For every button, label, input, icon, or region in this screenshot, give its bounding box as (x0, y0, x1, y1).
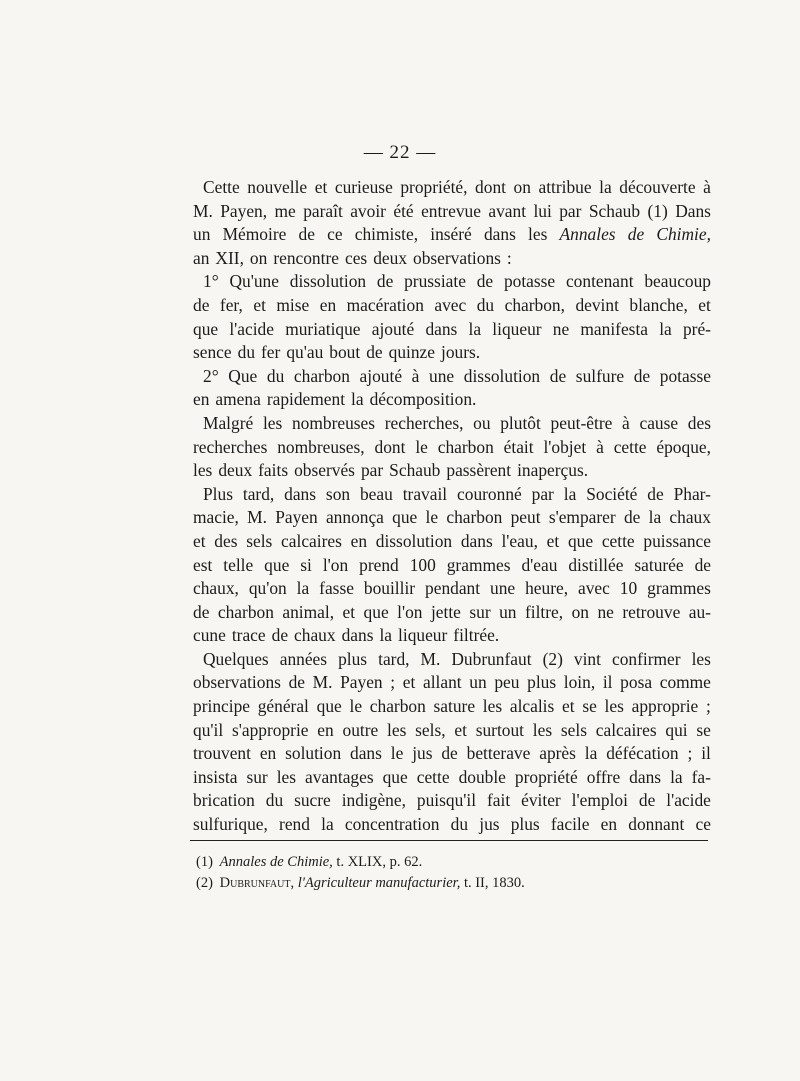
text-line: insista sur les avantages que cette double propriété offre dans la fa- (193, 766, 711, 787)
text-line: Malgré les nombreuses recherches, ou plutôt peut-être à cause des (203, 412, 711, 433)
body-text (193, 176, 711, 837)
text-line: an XII, on rencontre ces deux observations : (193, 247, 512, 268)
footnote-2 (196, 873, 706, 894)
page-number: — 22 — (363, 142, 437, 163)
text-line: Cette nouvelle et curieuse propriété, dont on attribue la découverte à (203, 177, 711, 197)
text-line: observations de M. Payen ; et allant un peu plus loin, il posa comme (193, 672, 711, 693)
text-line: trouvent en solution dans le jus de betterave après la défécation ; il (193, 743, 711, 764)
footnote-1 (196, 852, 706, 873)
text-line: les deux faits observés par Schaub passèrent inaperçus. (193, 460, 589, 481)
text-line: Quelques années plus tard, M. Dubrunfaut (2) vint confirmer les (203, 648, 711, 669)
text-line: sulfurique, rend la concentration du jus plus facile en donnant ce (193, 814, 711, 835)
text-line: sence du fer qu'au bout de quinze jours. (193, 342, 481, 363)
text-line: est telle que si l'on prend 100 grammes d'eau distillée saturée de (193, 554, 711, 575)
text-line: en amena rapidement la décomposition. (193, 389, 477, 410)
footnote-rule (190, 840, 708, 841)
text-line: de fer, et mise en macération avec du charbon, devint blanche, et (193, 294, 711, 315)
text-line: que l'acide muriatique ajouté dans la liqueur ne manifesta la pré- (193, 318, 711, 339)
text-line: Plus tard, dans son beau travail couronné par la Société de Phar- (203, 483, 711, 504)
text-line: M. Payen, me paraît avoir été entrevue avant lui par Schaub (1) Dans (193, 200, 711, 221)
footnote-number: (1) (196, 854, 213, 870)
text-line: 2° Que du charbon ajouté à une dissolution de sulfure de potasse (203, 365, 711, 386)
footnote-source: Annales de Chimie, (219, 854, 333, 870)
text-line: cune trace de chaux dans la liqueur filtrée. (193, 625, 500, 646)
footnotes (196, 852, 706, 894)
footnote-detail: t. XLIX, p. 62. (332, 854, 423, 870)
footnote-source: l'Agriculteur manufacturier, (294, 875, 461, 891)
text-line: et des sels calcaires en dissolution dans l'eau, et que cette puissance (193, 530, 711, 551)
text-line: recherches nombreuses, dont le charbon était l'objet à cette époque, (193, 436, 711, 457)
footnote-author: Dubrunfaut, (219, 875, 295, 891)
text-line: un Mémoire de ce chimiste, inséré dans les Annales de Chimie, (193, 224, 711, 245)
footnote-detail: t. II, 1830. (460, 875, 525, 891)
text-line: 1° Qu'une dissolution de prussiate de potasse contenant beaucoup (203, 271, 711, 292)
text-line: principe général que le charbon sature les alcalis et se les approprie ; (193, 696, 711, 717)
text-line: de charbon animal, et que l'on jette sur un filtre, on ne retrouve au- (193, 601, 711, 622)
text-line: macie, M. Payen annonça que le charbon peut s'emparer de la chaux (193, 507, 711, 528)
text-line: chaux, qu'on la fasse bouillir pendant une heure, avec 10 grammes (193, 578, 711, 599)
footnote-number: (2) (196, 875, 213, 891)
text-line: brication du sucre indigène, puisqu'il fait éviter l'emploi de l'acide (193, 790, 711, 811)
text-line: qu'il s'approprie en outre les sels, et surtout les sels calcaires qui se (193, 719, 711, 740)
